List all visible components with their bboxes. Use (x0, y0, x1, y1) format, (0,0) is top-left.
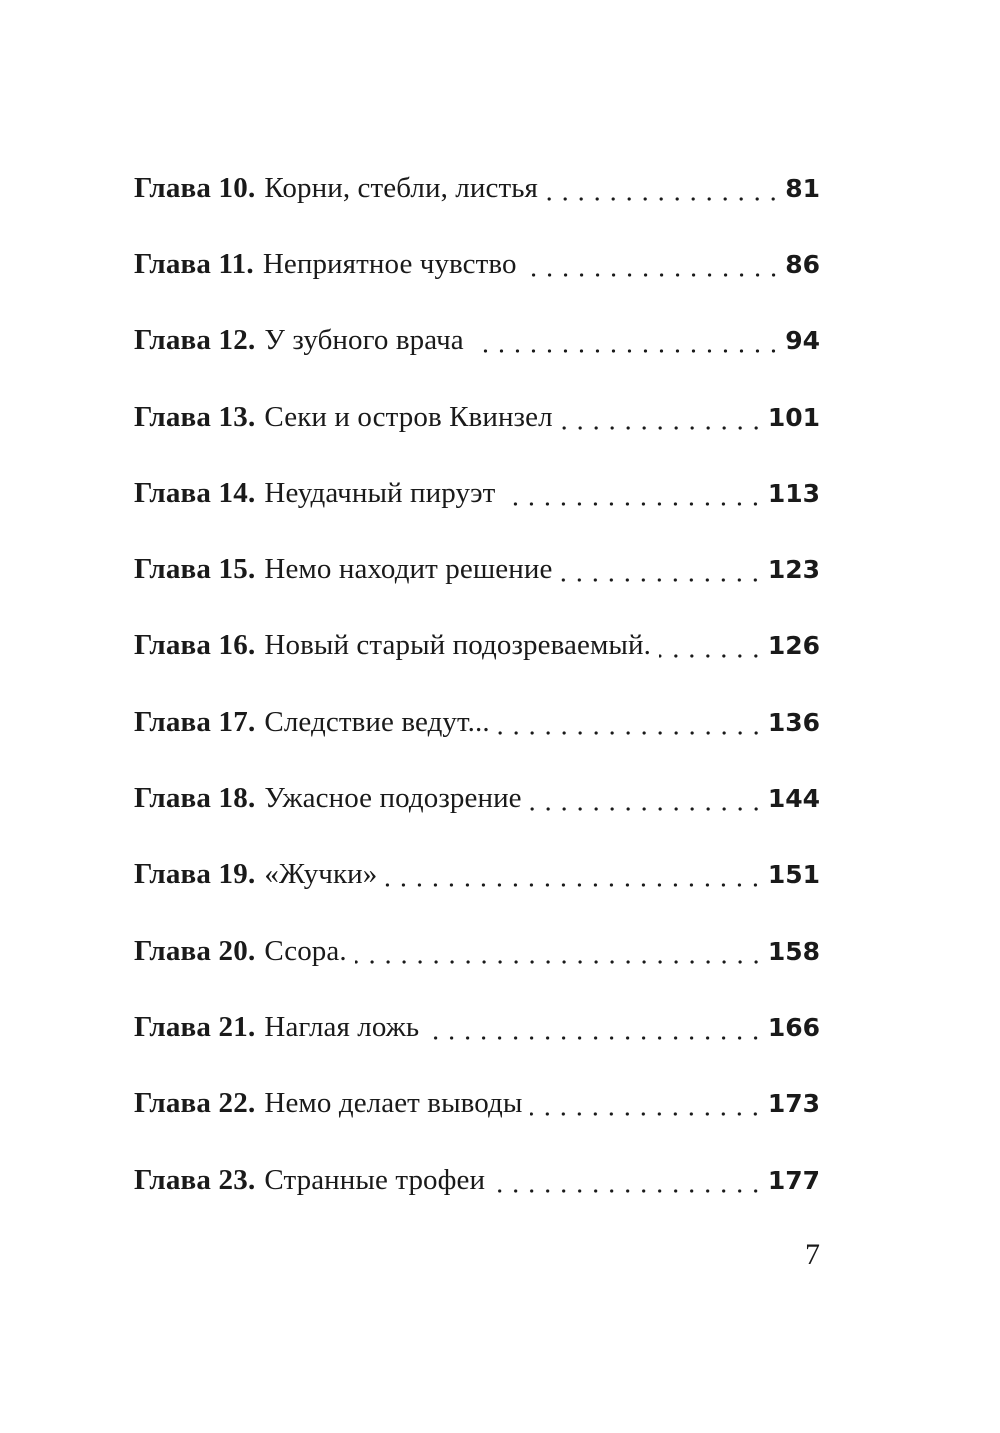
chapter-title: Ссора. (264, 934, 347, 967)
table-of-contents (134, 150, 820, 1218)
page-number: 123 (767, 555, 820, 585)
page-number: 81 (785, 173, 820, 203)
page-number: 166 (767, 1012, 820, 1042)
chapter-label: Глава 17. (134, 705, 256, 738)
chapter-title: Неудачный пируэт (264, 476, 496, 509)
toc-entry (134, 1142, 820, 1218)
toc-entry (134, 150, 820, 226)
chapter-title: Немо находит решение (264, 553, 553, 586)
toc-entry (134, 913, 820, 989)
toc-entry (134, 837, 820, 913)
toc-entry (134, 303, 820, 379)
chapter-label: Глава 14. (134, 476, 256, 509)
page-number: 151 (767, 860, 820, 890)
chapter-title: «Жучки» (264, 858, 378, 891)
chapter-label: Глава 21. (134, 1010, 256, 1043)
toc-entry (134, 379, 820, 455)
chapter-label: Глава 23. (134, 1163, 256, 1196)
page-number: 86 (785, 249, 820, 279)
page-number: 158 (767, 936, 820, 966)
dot-leader (561, 403, 764, 432)
chapter-label: Глава 12. (134, 324, 256, 357)
dot-leader (427, 1013, 764, 1042)
chapter-title: Ужасное подозрение (264, 782, 522, 815)
page-number: 136 (767, 707, 820, 737)
chapter-label: Глава 19. (134, 858, 256, 891)
dot-leader (525, 250, 782, 279)
chapter-title: Новый старый подозреваемый. (264, 629, 651, 662)
toc-entry (134, 455, 820, 531)
dot-leader (503, 479, 763, 508)
page-number: 94 (785, 326, 820, 356)
chapter-label: Глава 10. (134, 171, 256, 204)
page-number: 144 (767, 784, 820, 814)
chapter-title: Секи и остров Квинзел (264, 400, 553, 433)
dot-leader (530, 784, 764, 813)
dot-leader (355, 937, 764, 966)
dot-leader (493, 1166, 764, 1195)
dot-leader (530, 1089, 763, 1118)
dot-leader (560, 555, 763, 584)
chapter-label: Глава 18. (134, 782, 256, 815)
dot-leader (659, 631, 764, 660)
toc-entry (134, 760, 820, 836)
page-number: 177 (767, 1165, 820, 1195)
chapter-label: Глава 22. (134, 1087, 256, 1120)
dot-leader (498, 708, 764, 737)
page-number: 101 (767, 402, 820, 432)
toc-entry (134, 608, 820, 684)
dot-leader (385, 860, 763, 889)
dot-leader (546, 174, 781, 203)
page-number: 113 (767, 478, 820, 508)
chapter-label: Глава 11. (134, 247, 254, 280)
chapter-label: Глава 16. (134, 629, 256, 662)
chapter-title: Неприятное чувство (262, 247, 517, 280)
toc-entry (134, 226, 820, 302)
toc-entry (134, 684, 820, 760)
folio-page-number: 7 (805, 1238, 820, 1271)
chapter-label: Глава 13. (134, 400, 256, 433)
chapter-title: Корни, стебли, листья (264, 171, 539, 204)
chapter-label: Глава 15. (134, 553, 256, 586)
toc-entry (134, 989, 820, 1065)
chapter-title: Странные трофеи (264, 1163, 486, 1196)
chapter-title: Следствие ведут... (264, 705, 490, 738)
page-number: 173 (767, 1089, 820, 1119)
toc-entry (134, 531, 820, 607)
chapter-title: Наглая ложь (264, 1010, 420, 1043)
chapter-label: Глава 20. (134, 934, 256, 967)
chapter-title: Немо делает выводы (264, 1087, 523, 1120)
toc-entry (134, 1066, 820, 1142)
page-number: 126 (767, 631, 820, 661)
chapter-title: У зубного врача (264, 324, 464, 357)
dot-leader (472, 326, 781, 355)
